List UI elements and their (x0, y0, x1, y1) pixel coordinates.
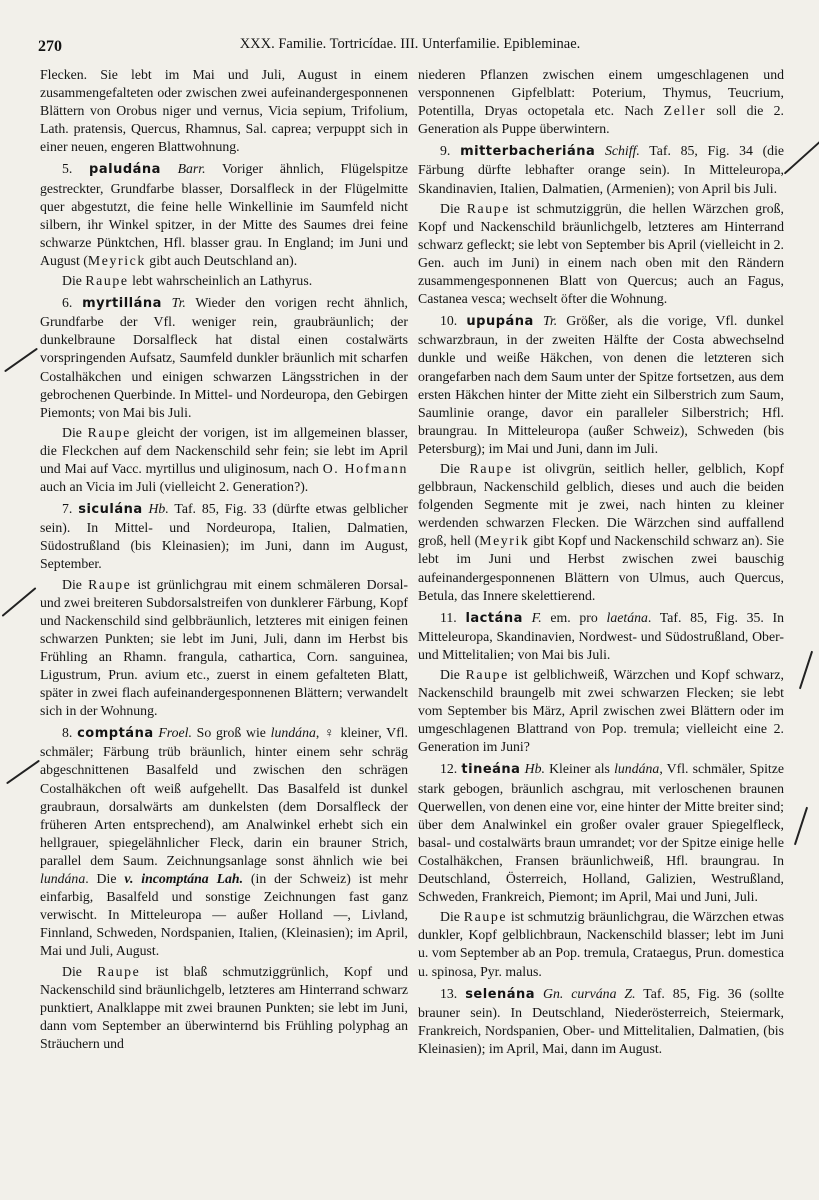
larva-paragraph (40, 963, 408, 1053)
author: Hb. (524, 761, 545, 777)
species-name: myrtillána (82, 296, 162, 312)
larva-paragraph (40, 424, 408, 496)
raupe-word: Raupe (88, 576, 132, 592)
entry-text: Kleiner als (549, 761, 615, 777)
species-ref: lundána (614, 761, 660, 777)
author: Froel. (158, 725, 192, 741)
species-ref: lundána (40, 871, 86, 887)
synonym-name: curvána Z. (571, 985, 636, 1001)
author-name: Zeller (663, 103, 707, 119)
species-entry-7 (40, 500, 408, 573)
pencil-mark (799, 651, 813, 690)
author: F. (531, 609, 542, 625)
text: Die (62, 273, 86, 289)
species-entry-9 (418, 142, 784, 197)
species-name: comptána (77, 726, 154, 742)
raupe-word: Raupe (466, 200, 510, 216)
text: Die (62, 963, 98, 979)
raupe-word: Raupe (469, 460, 513, 476)
species-name: mitterbacheriána (460, 144, 596, 160)
larva-text: lebt wahrscheinlich an Lathyrus. (128, 273, 313, 289)
entry-text: Voriger ähnlich, Flügelspitze gestreckter, Grundfarbe blasser, Dorsalfleck in der Flügelmitte quer abgestutzt, die feine helle Winkellinie im Saumfeld nicht silbern, ihr Winkel spitzer, in der Mitte des Saumes drei feine schwarze Pünktchen, Hfl. blasser grau. In England; im Juni und August ( (40, 161, 408, 268)
entry-text: Taf. 85, Fig. 36 (sollte brauner sein). In Deutschland, Niederösterreich, Steiermark, Frankreich, Nordspanien, Ober- und Mittelitalien, Dalmatien, (bis Kleinasien); im April, Mai, dann im August. (418, 985, 784, 1056)
entry-number: 7. (62, 501, 73, 517)
entry-text: So groß wie (196, 725, 271, 741)
text: soll die 2. Generation als Puppe überwintern. (418, 103, 784, 137)
author: Hb. (148, 501, 169, 517)
author: Tr. (171, 295, 186, 311)
entry-number: 5. (62, 161, 73, 177)
larva-text: ist schmutzig bräunlichgrau, die Wärzchen etwas dunkler, Kopf gelblichbraun, Nackenschild blasser; lebt im Juni u. vom September ab an Pop. tremula, Crataegus, Prun. domestica u. spinosa, Pyr. malus. (418, 909, 785, 979)
entry-text: Taf. 85, Fig. 34 (die Färbung dürfte lebhafter orange sein). In Mitteleuropa, Skandinavien, Italien, Dalmatien, (Armenien); von April bis Juli. (418, 143, 785, 196)
entry-number: 11. (440, 609, 457, 625)
larva-text: ist blaß schmutziggrünlich, Kopf und Nackenschild sind bräunlichgelb, letzteres am Hinterrand schwarz punktiert, Analklappe mit zwei braunen Punkten; sie lebt im Juni, dann vom September an überwinternd bis Frühling polyphag an Sträuchern und (40, 963, 408, 1051)
larva-text: ist olivgrün, seitlich heller, gelblich, Kopf gelbbraun, Nackenschild gelblich, dieses und auch die beiden folgenden Segmente mit je zwei, nach hinten zu kleiner werdenden schwarzen Flecken. Die Wärzchen sind auffallend groß, hell ( (418, 460, 784, 549)
pencil-mark (794, 807, 808, 846)
species-name: siculána (78, 502, 143, 518)
species-name: paludána (89, 162, 161, 178)
larva-paragraph (418, 460, 784, 605)
entry-number: 6. (62, 295, 73, 311)
larva-text: ist grünlichgrau mit einem schmäleren Dorsal- und zwei breiteren Subdorsalstreifen von dunklerer Färbung, Kopf und Nackenschild sind gelbbräunlich, letzteres mit einigen feinen schwarzen Punkten; sie lebt im Juni, Juli, dann im Herbst bis Frühling an Rhamn. frangula, cathartica, Corn. sanguinea, Ligustrum, Prun. avium etc., zuerst in einem gefalteten Blatt, später in zwei flach aufeinandergesponnenen Blättern; verwandelt sich in der Wohnung. (40, 576, 408, 719)
raupe-word: Raupe (87, 424, 131, 440)
text: Die (62, 424, 88, 440)
author: Gn. (543, 985, 564, 1001)
entry-number: 12. (440, 761, 458, 777)
entry-text: , Vfl. schmäler, Spitze stark gebogen, bräunlich aschgrau, mit verloschenen braunen Querwellen, von denen eine vor, eine hinter der Mitte breiter sind; über dem Analwinkel ein großer ovaler grauer Spiegelfleck, basal- und costalwärts braun umrandet; vor der Spitze einige helle Costalhäkchen, Fransen bräunlichweiß, Hfl. braungrau. In Deutschland, Österreich, Holland, Galizien, Westrußland, Schweden, Frankreich, Piemont; im April, Mai und Juni, Juli. (418, 761, 784, 905)
text: Die (440, 460, 470, 476)
entry-text: em. pro (550, 609, 607, 625)
page-header (38, 36, 782, 60)
species-entry-13 (418, 985, 784, 1058)
author: Schiff. (604, 143, 640, 159)
paragraph (418, 66, 784, 138)
larva-text: ist schmutziggrün, die hellen Wärzchen groß, Kopf und Nackenschild bräunlichgelb, letzteres am Hinterrand schwarz gefleckt; sie lebt von September bis April (vielleicht in 2. Gen. auch im Juni) in einem nach oben mit den Rändern zusammengesponnenen Blatt von Quercus; auch an Fagus, Castanea vesca; wechselt öfter die Wohnung. (418, 200, 784, 307)
text: Die (440, 909, 464, 925)
larva-text: gleicht der vorigen, ist im allgemeinen blasser, die Fleckchen auf dem Nackenschild sehr fein; sie lebt im April und Mai auf Vacc. myrtillus und uliginosum, nach (40, 424, 408, 476)
species-entry-8 (40, 724, 408, 960)
author-name: Meyrik (479, 533, 530, 549)
larva-paragraph (418, 908, 784, 980)
entry-number: 13. (440, 985, 458, 1001)
author-name: Meyrick (87, 252, 146, 268)
pencil-mark (4, 348, 38, 373)
entry-number: 9. (440, 143, 451, 159)
entry-text: Taf. 85, Fig. 33 (dürfte etwas gelblicher sein). In Mittel- und Nordeuropa, Italien, Dalmatien, Südostrußland (bis Kleinasien); im Juni, dann im August, September. (40, 501, 409, 572)
larva-paragraph (418, 200, 784, 309)
raupe-word: Raupe (463, 909, 508, 925)
running-head: XXX. Familie. Tortricídae. III. Unterfamilie. Epibleminae. (239, 36, 581, 52)
entry-text: (in der Schweiz) ist mehr einfarbig, Basalfeld und sonstige Zeichnungen fast ganz verwischt. In Mitteleuropa — außer Holland —, Livland, Finnland, Schweden, Nordspanien, Italien, (Kleinasien); im April, Mai und Juli, August. (40, 871, 408, 959)
text: niederen Pflanzen zwischen einem umgeschlagenen und versponnenen Gipfelblatt: Poterium, Thymus, Teucrium, Potentilla, Dryas octopetala etc. Nach (418, 67, 784, 119)
entry-text: . Taf. 85, Fig. 35. In Mitteleuropa, Skandinavien, Nordwest- und Südostrußland, Ober- und Mittelitalien; von Mai bis Juli. (418, 609, 785, 662)
author: Barr. (177, 161, 206, 177)
larva-paragraph (40, 272, 408, 290)
variety-name: v. incomptána Lah. (124, 871, 244, 887)
larva-text: ist gelblichweiß, Wärzchen und Kopf schwarz, Nackenschild braungelb mit zwei schwarzen Flecken; sie lebt vom September bis März, April zwischen zwei Blättern oder im umgeschlagenen Blattrand von Pop. tremula; vielleicht eine 2. Generation im Juni? (418, 667, 784, 755)
larva-paragraph (40, 576, 408, 721)
entry-text: gibt auch Deutschland an). (145, 252, 298, 268)
raupe-word: Raupe (465, 667, 509, 682)
species-entry-6 (40, 294, 408, 422)
left-column (40, 66, 408, 1055)
entry-text: Größer, als die vorige, Vfl. dunkel schwarzbraun, in der zweiten Hälfte der Costa abwechselnd dunkle und weiße Häkchen, von denen die letzteren sich orangefarben nach dem Saum unter der Spitze fortsetzen, aus dem ersten Häkchen hinter der Mitte zieht ein Silberstrich zum Saum, Saumlinie orange, davor ein paralleler Silberstrich; Hfl. braungrau. In Mitteleuropa (außer Schweiz), Schweden (bis Petersburg); im Mai und Juni, dann im Juli. (418, 313, 784, 456)
right-column (418, 66, 784, 1060)
pencil-mark (784, 140, 819, 175)
larva-text: gibt Kopf und Nackenschild schwarz an). Sie lebt im Juni und Herbst zwischen zwei bauschig aufeinandergesponnenen Blättern von Ulmus, auch Quercus, Betula, das Innere skelettierend. (418, 533, 785, 603)
pencil-mark (2, 587, 37, 617)
author: Tr. (542, 313, 558, 329)
species-name: tineána (461, 762, 521, 778)
species-entry-12 (418, 760, 784, 906)
species-entry-11 (418, 609, 784, 664)
species-entry-5 (40, 160, 408, 270)
larva-text: auch an Vicia im Juli (vielleicht 2. Generation?). (40, 479, 309, 495)
species-entry-10 (418, 312, 784, 458)
entry-text: , ♀ kleiner, Vfl. schmäler; Färbung trüb bräunlich, hinter einem sehr schräg abgeschnittenen Basalfeld und zwischen den schrägen Costalhäkchen oft weiß aufgehellt. Das Basalfeld ist dunkel graubraun, dorsalwärts am dunkelsten (dem Dorsalfleck der früheren Arten entsprechend), am Analwinkel erhebt sich ein hellgrauer, spiegelähnlicher Fleck, darin ein brauner Strich, parallel dem Saum. Zeichnungsanlage sonst ähnlich wie bei (40, 725, 408, 868)
species-ref: lundána (270, 725, 316, 741)
species-name: lactána (465, 610, 523, 626)
paragraph: Flecken. Sie lebt im Mai und Juli, August in einem zusammengefalteten oder zwischen zwei aufeinandergesponnenen Blättern von Orobus niger und vernus, Vicia sepium, Trifolium, Lath. pratensis, Quercus, Rhamnus, Sal. caprea; verpuppt sich in einer neuen, engeren Blattwohnung. (40, 67, 408, 155)
raupe-word: Raupe (85, 273, 129, 289)
author-name: O. Hofmann (322, 460, 408, 476)
text: Die (440, 200, 467, 216)
species-name: selenána (465, 986, 536, 1002)
page-number: 270 (38, 38, 62, 55)
text: Die (62, 576, 89, 592)
species-name: upupána (466, 314, 534, 330)
species-ref: laetána (606, 609, 648, 625)
entry-text: . Die (85, 871, 125, 887)
raupe-word: Raupe (97, 963, 141, 979)
text: Die (440, 667, 466, 682)
pencil-mark (6, 760, 40, 785)
entry-number: 8. (62, 725, 73, 741)
entry-text: Wieder den vorigen recht ähnlich, Grundfarbe der Vfl. weniger rein, graubräunlich; der dunkelbraune Dorsalfleck hat distal einen costalwärts vorspringenden Aufsatz, Saumfeld dunkler bräunlich mit scharfen Costalhäkchen und einigen schwarzen Längsstrichen in der gebrochenen Querbinde. In Mittel- und Nordeuropa, den Gebirgen Piemonts; von Mai bis Juli. (40, 295, 408, 420)
entry-number: 10. (440, 313, 458, 329)
larva-paragraph (418, 666, 784, 756)
